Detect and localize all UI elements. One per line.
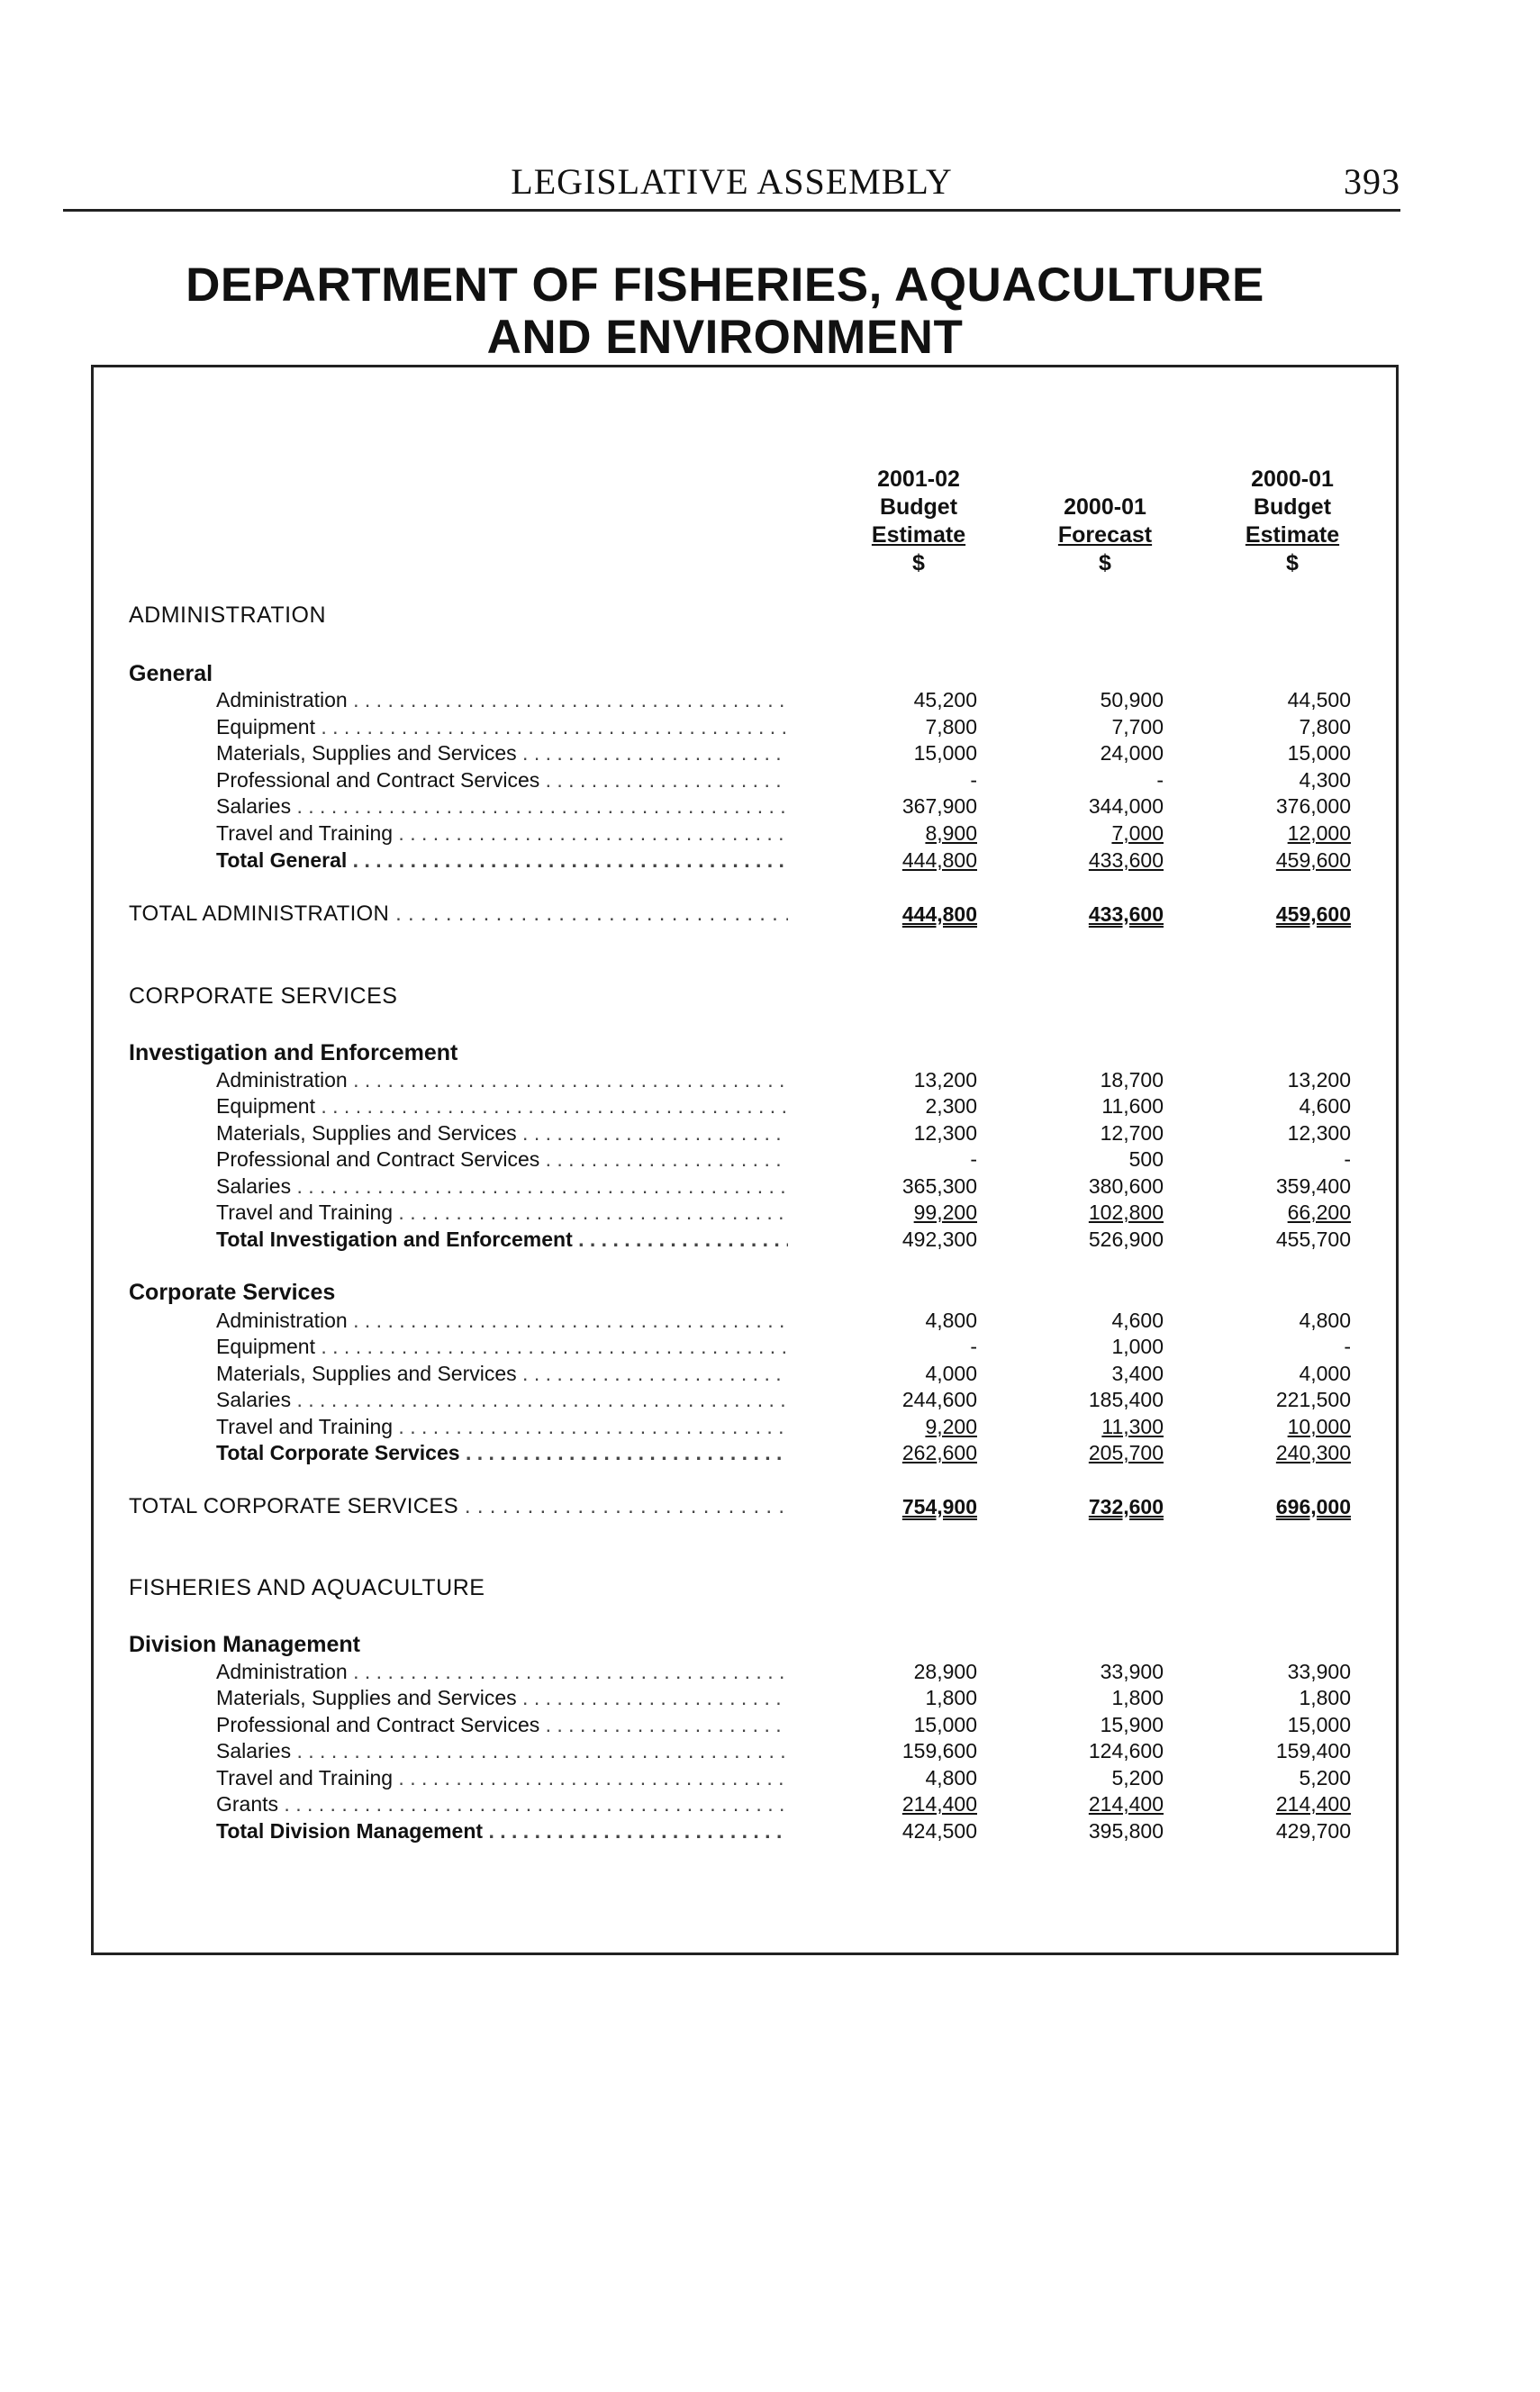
value-2000-01-forecast: 7,000 [1111, 821, 1164, 845]
value-2001-02-estimate: - [970, 1335, 977, 1358]
value-2000-01-estimate: 455,700 [1275, 1228, 1351, 1251]
column-header-line: 2000-01 [1251, 467, 1334, 492]
row-label: Travel and Training . . . [216, 820, 788, 847]
column-header-line [1006, 466, 1204, 494]
row-label: Grants . . . [216, 1790, 788, 1817]
row-label: Total Corporate Services . . . [216, 1439, 788, 1466]
value-2001-02-estimate: 159,600 [901, 1739, 977, 1762]
value-2001-02-estimate: 12,300 [913, 1121, 977, 1145]
value-2001-02-estimate: - [970, 768, 977, 792]
value-2001-02-estimate: 424,500 [901, 1819, 977, 1843]
value-2000-01-forecast: - [1156, 768, 1164, 792]
value-2000-01-estimate: 15,000 [1287, 741, 1351, 765]
table-row [0, 1066, 1540, 1093]
value-2001-02-estimate: 244,600 [901, 1388, 977, 1411]
value-2000-01-forecast: 433,600 [1088, 848, 1164, 872]
column-header-line: Estimate [1245, 522, 1340, 548]
value-2000-01-forecast: 185,400 [1088, 1388, 1164, 1411]
table-row [0, 1119, 1540, 1146]
value-2000-01-forecast: 732,600 [1088, 1495, 1164, 1518]
table-row [0, 1413, 1540, 1440]
row-label: Administration . . . [216, 1066, 788, 1093]
value-2000-01-estimate: 459,600 [1275, 848, 1351, 872]
column-header-line: Budget [879, 494, 958, 520]
group-title-investigation-and-enforcement: Investigation and Enforcement [129, 1040, 458, 1065]
table-row [0, 1092, 1540, 1119]
row-label: Materials, Supplies and Services . . . [216, 1119, 788, 1146]
column-header-line: 2001-02 [877, 467, 960, 492]
group-title-corporate-services: Corporate Services [129, 1280, 336, 1305]
value-2001-02-estimate: 9,200 [925, 1415, 977, 1438]
value-2000-01-estimate: 7,800 [1299, 715, 1351, 738]
value-2000-01-forecast: 50,900 [1100, 688, 1164, 711]
value-2000-01-estimate: 696,000 [1275, 1495, 1351, 1518]
row-label: Salaries . . . [216, 1737, 788, 1764]
column-header-line: Forecast [1057, 522, 1153, 548]
value-2000-01-estimate: 33,900 [1287, 1660, 1351, 1683]
row-label: Travel and Training . . . [216, 1199, 788, 1226]
value-2000-01-forecast: 205,700 [1088, 1441, 1164, 1464]
value-2000-01-estimate: 1,800 [1299, 1686, 1351, 1709]
value-2000-01-estimate: 15,000 [1287, 1713, 1351, 1736]
table-row [0, 1199, 1540, 1226]
section-total-row [0, 1493, 1540, 1520]
value-2000-01-forecast: 12,700 [1100, 1121, 1164, 1145]
row-label: Professional and Contract Services . . . [216, 766, 788, 793]
row-label: Equipment . . . [216, 713, 788, 740]
value-2000-01-estimate: 159,400 [1275, 1739, 1351, 1762]
value-2001-02-estimate: 2,300 [925, 1094, 977, 1118]
value-2001-02-estimate: 4,800 [925, 1309, 977, 1332]
value-2000-01-estimate: - [1344, 1335, 1351, 1358]
value-2000-01-estimate: 376,000 [1275, 794, 1351, 818]
value-2001-02-estimate: 45,200 [913, 688, 977, 711]
value-2001-02-estimate: 214,400 [901, 1792, 977, 1816]
value-2000-01-forecast: 15,900 [1100, 1713, 1164, 1736]
column-header-line: 2000-01 [1064, 494, 1146, 520]
row-label: Administration . . . [216, 1658, 788, 1685]
value-2001-02-estimate: 754,900 [901, 1495, 977, 1518]
value-2000-01-estimate: 359,400 [1275, 1174, 1351, 1198]
table-row [0, 1360, 1540, 1387]
row-label: Materials, Supplies and Services . . . [216, 1684, 788, 1711]
value-2001-02-estimate: 367,900 [901, 794, 977, 818]
table-row [0, 1684, 1540, 1711]
value-2001-02-estimate: 262,600 [901, 1441, 977, 1464]
value-2001-02-estimate: 444,800 [901, 848, 977, 872]
column-header-line: $ [1099, 550, 1111, 575]
value-2000-01-estimate: - [1344, 1147, 1351, 1171]
row-label: Administration . . . [216, 686, 788, 713]
table-row [0, 1386, 1540, 1413]
group-total-row [0, 1226, 1540, 1253]
value-2001-02-estimate: 444,800 [901, 902, 977, 926]
department-title [90, 259, 1360, 364]
column-header-line: $ [1286, 550, 1299, 575]
value-2000-01-estimate: 4,300 [1299, 768, 1351, 792]
row-label: Salaries . . . [216, 793, 788, 820]
row-label: Administration . . . [216, 1307, 788, 1334]
value-2000-01-estimate: 10,000 [1287, 1415, 1351, 1438]
row-label: Professional and Contract Services . . . [216, 1146, 788, 1173]
section-title-corporate-services: CORPORATE SERVICES [129, 983, 398, 1009]
column-header-budget-estimate-2001-02 [820, 466, 1018, 577]
value-2000-01-estimate: 240,300 [1275, 1441, 1351, 1464]
value-2001-02-estimate: 492,300 [901, 1228, 977, 1251]
department-title-line-1: DEPARTMENT OF FISHERIES, AQUACULTURE [186, 258, 1264, 312]
value-2000-01-forecast: 1,000 [1111, 1335, 1164, 1358]
value-2000-01-estimate: 13,200 [1287, 1068, 1351, 1092]
value-2000-01-estimate: 4,000 [1299, 1362, 1351, 1385]
value-2000-01-estimate: 66,200 [1287, 1201, 1351, 1224]
value-2000-01-forecast: 395,800 [1088, 1819, 1164, 1843]
table-row [0, 1790, 1540, 1817]
row-label: TOTAL CORPORATE SERVICES . . . [129, 1493, 788, 1520]
row-label: Total Division Management . . . [216, 1817, 788, 1844]
value-2000-01-forecast: 7,700 [1111, 715, 1164, 738]
value-2001-02-estimate: 15,000 [913, 1713, 977, 1736]
group-title-general: General [129, 661, 213, 686]
column-header-line: $ [912, 550, 925, 575]
table-row [0, 1333, 1540, 1360]
row-label: Materials, Supplies and Services . . . [216, 739, 788, 766]
value-2001-02-estimate: - [970, 1147, 977, 1171]
value-2001-02-estimate: 15,000 [913, 741, 977, 765]
value-2000-01-estimate: 214,400 [1275, 1792, 1351, 1816]
value-2000-01-forecast: 1,800 [1111, 1686, 1164, 1709]
table-row [0, 713, 1540, 740]
group-total-row [0, 847, 1540, 874]
value-2000-01-forecast: 11,600 [1101, 1094, 1164, 1118]
row-label: Travel and Training . . . [216, 1413, 788, 1440]
value-2000-01-forecast: 33,900 [1100, 1660, 1164, 1683]
value-2001-02-estimate: 28,900 [913, 1660, 977, 1683]
page-number: 393 [1344, 161, 1400, 202]
row-label: Total Investigation and Enforcement . . . [216, 1226, 788, 1253]
value-2000-01-forecast: 4,600 [1111, 1309, 1164, 1332]
value-2000-01-estimate: 429,700 [1275, 1819, 1351, 1843]
running-header-title: LEGISLATIVE ASSEMBLY [511, 161, 953, 202]
value-2001-02-estimate: 1,800 [925, 1686, 977, 1709]
table-row [0, 1711, 1540, 1738]
value-2000-01-estimate: 221,500 [1275, 1388, 1351, 1411]
value-2000-01-forecast: 214,400 [1088, 1792, 1164, 1816]
column-header-forecast-2000-01 [1006, 466, 1204, 577]
value-2001-02-estimate: 365,300 [901, 1174, 977, 1198]
table-row [0, 686, 1540, 713]
value-2000-01-estimate: 5,200 [1299, 1766, 1351, 1789]
column-header-line: Estimate [871, 522, 966, 548]
table-row [0, 820, 1540, 847]
table-row [0, 1764, 1540, 1791]
value-2000-01-forecast: 18,700 [1100, 1068, 1164, 1092]
row-label: Equipment . . . [216, 1092, 788, 1119]
value-2000-01-forecast: 433,600 [1088, 902, 1164, 926]
value-2000-01-forecast: 124,600 [1088, 1739, 1164, 1762]
value-2001-02-estimate: 7,800 [925, 715, 977, 738]
value-2001-02-estimate: 13,200 [913, 1068, 977, 1092]
value-2000-01-forecast: 380,600 [1088, 1174, 1164, 1198]
column-header-budget-estimate-2000-01 [1193, 466, 1391, 577]
value-2000-01-forecast: 344,000 [1088, 794, 1164, 818]
value-2001-02-estimate: 99,200 [913, 1201, 977, 1224]
running-header [63, 160, 1400, 209]
row-label: Salaries . . . [216, 1173, 788, 1200]
row-label: Travel and Training . . . [216, 1764, 788, 1791]
table-row [0, 1658, 1540, 1685]
section-title-fisheries-and-aquaculture: FISHERIES AND AQUACULTURE [129, 1575, 485, 1600]
section-total-row [0, 901, 1540, 928]
table-row [0, 1307, 1540, 1334]
value-2000-01-forecast: 526,900 [1088, 1228, 1164, 1251]
value-2000-01-estimate: 12,300 [1287, 1121, 1351, 1145]
value-2000-01-estimate: 4,800 [1299, 1309, 1351, 1332]
value-2001-02-estimate: 4,000 [925, 1362, 977, 1385]
value-2001-02-estimate: 4,800 [925, 1766, 977, 1789]
value-2000-01-estimate: 4,600 [1299, 1094, 1351, 1118]
value-2000-01-estimate: 44,500 [1287, 688, 1351, 711]
header-rule [63, 209, 1400, 212]
row-label: Salaries . . . [216, 1386, 788, 1413]
department-title-line-2: AND ENVIRONMENT [486, 311, 964, 364]
row-label: Equipment . . . [216, 1333, 788, 1360]
value-2000-01-forecast: 5,200 [1111, 1766, 1164, 1789]
value-2000-01-forecast: 24,000 [1100, 741, 1164, 765]
row-label: Total General . . . [216, 847, 788, 874]
table-row [0, 766, 1540, 793]
value-2000-01-estimate: 12,000 [1287, 821, 1351, 845]
table-row [0, 1146, 1540, 1173]
table-row [0, 1737, 1540, 1764]
value-2000-01-forecast: 500 [1128, 1147, 1164, 1171]
value-2000-01-estimate: 459,600 [1275, 902, 1351, 926]
row-label: Materials, Supplies and Services . . . [216, 1360, 788, 1387]
group-total-row [0, 1817, 1540, 1844]
table-row [0, 739, 1540, 766]
group-title-division-management: Division Management [129, 1632, 360, 1657]
row-label: TOTAL ADMINISTRATION . . . [129, 901, 788, 928]
value-2001-02-estimate: 8,900 [925, 821, 977, 845]
table-row [0, 793, 1540, 820]
row-label: Professional and Contract Services . . . [216, 1711, 788, 1738]
value-2000-01-forecast: 3,400 [1111, 1362, 1164, 1385]
column-header-line: Budget [1253, 494, 1332, 520]
table-row [0, 1173, 1540, 1200]
value-2000-01-forecast: 102,800 [1088, 1201, 1164, 1224]
value-2000-01-forecast: 11,300 [1101, 1415, 1164, 1438]
section-title-administration: ADMINISTRATION [129, 603, 327, 628]
group-total-row [0, 1439, 1540, 1466]
